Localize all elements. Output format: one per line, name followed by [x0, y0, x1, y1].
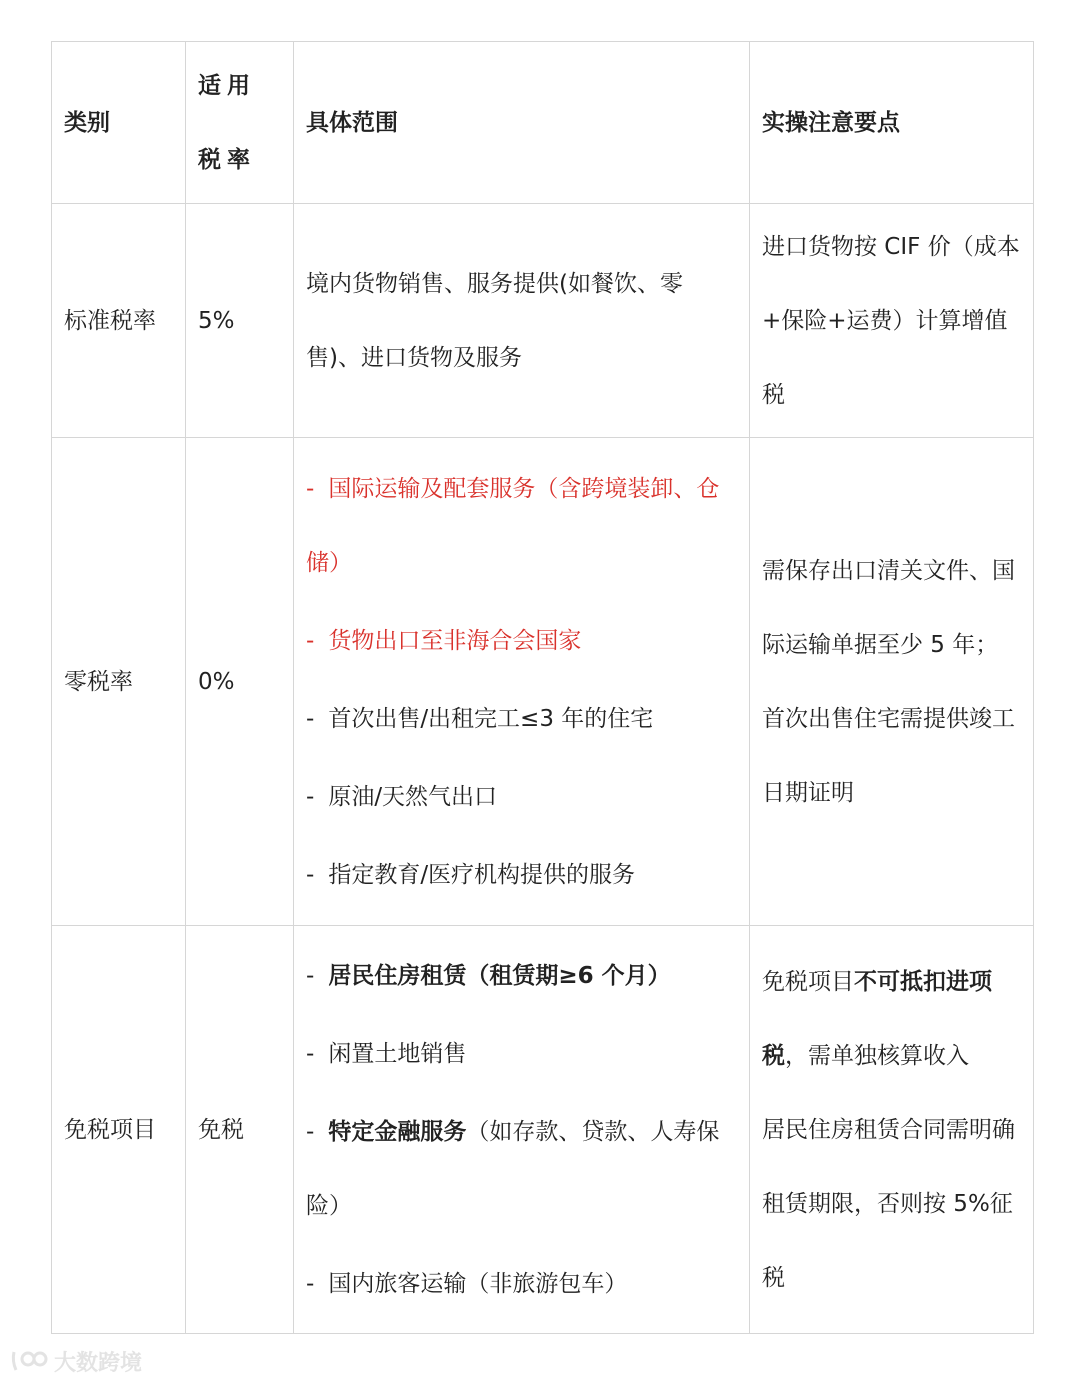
rate-cell: 免税 — [186, 926, 294, 1334]
note-paragraph: 居民住房租赁合同需明确租赁期限，否则按 5%征税 — [762, 1116, 1015, 1291]
scope-cell: 境内货物销售、服务提供(如餐饮、零售)、进口货物及服务 — [294, 204, 750, 438]
list-item: - 国内旅客运输（非旅游包车） — [306, 1270, 628, 1297]
list-item: - 原油/天然气出口 — [306, 783, 498, 810]
watermark-text: 大数跨境 — [54, 1350, 143, 1376]
header-scope: 具体范围 — [294, 42, 750, 204]
header-rate: 适用税率 — [186, 42, 294, 204]
header-category: 类别 — [52, 42, 186, 204]
table-row — [52, 438, 1034, 926]
notes-cell — [750, 926, 1034, 1334]
category-cell: 标准税率 — [52, 204, 186, 438]
table-header-row — [52, 42, 1034, 204]
brand-logo-icon — [10, 1348, 48, 1374]
list-item: - 首次出售/出租完工≤3 年的住宅 — [306, 705, 654, 732]
list-item: - 国际运输及配套服务（含跨境装卸、仓储） — [306, 475, 720, 576]
watermark — [10, 1346, 142, 1376]
list-item: - 居民住房租赁（租赁期≥6 个月） — [306, 962, 671, 989]
header-notes: 实操注意要点 — [750, 42, 1034, 204]
vat-rate-table — [51, 41, 1034, 1334]
scope-cell — [294, 438, 750, 926]
list-item: - 特定金融服务（如存款、贷款、人寿保险） — [306, 1118, 720, 1219]
notes-cell: 需保存出口清关文件、国际运输单据至少 5 年；首次出售住宅需提供竣工日期证明 — [750, 438, 1034, 926]
scope-cell — [294, 926, 750, 1334]
list-item: - 指定教育/医疗机构提供的服务 — [306, 861, 636, 888]
rate-cell: 5% — [186, 204, 294, 438]
category-cell: 免税项目 — [52, 926, 186, 1334]
table-row — [52, 926, 1034, 1334]
note-paragraph: 免税项目不可抵扣进项税，需单独核算收入 — [762, 968, 992, 1069]
category-cell: 零税率 — [52, 438, 186, 926]
table-row — [52, 204, 1034, 438]
list-item: - 闲置土地销售 — [306, 1040, 467, 1067]
rate-cell: 0% — [186, 438, 294, 926]
list-item: - 货物出口至非海合会国家 — [306, 627, 582, 654]
notes-cell: 进口货物按 CIF 价（成本+保险+运费）计算增值税 — [750, 204, 1034, 438]
